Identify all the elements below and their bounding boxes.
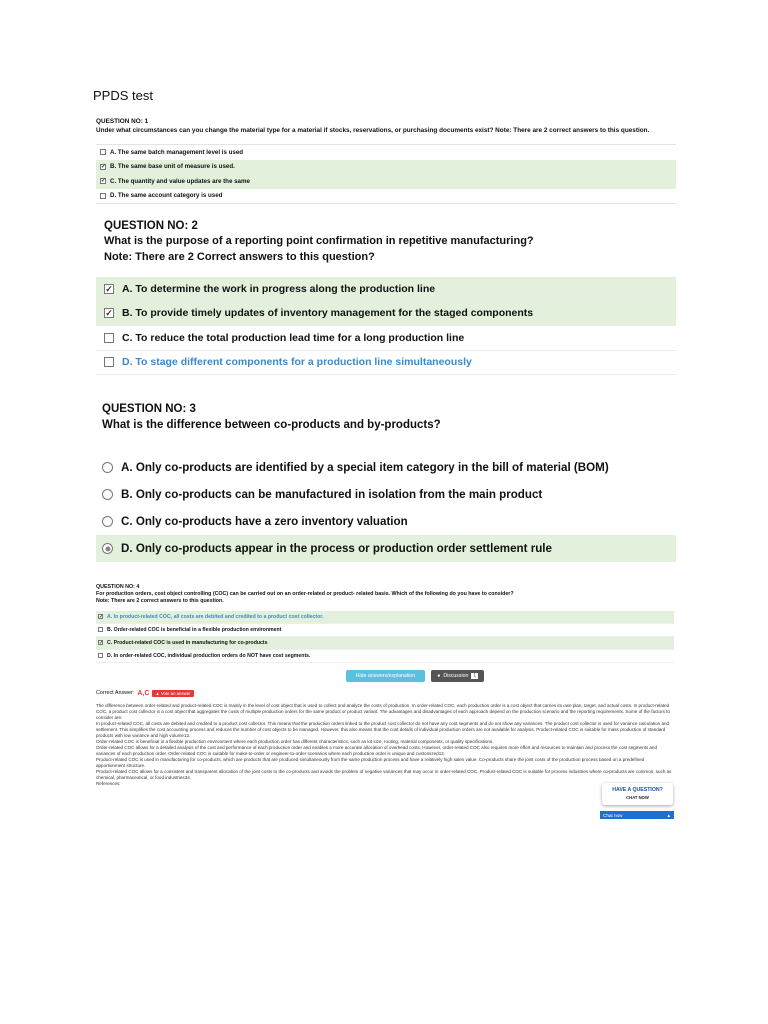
q1-option-d[interactable] — [96, 189, 676, 205]
discussion-button-label: Discussion — [443, 672, 469, 679]
q4-option-d[interactable] — [96, 650, 674, 663]
q4-option-c[interactable] — [96, 637, 674, 650]
checkbox-icon[interactable] — [104, 357, 114, 367]
checkbox-icon[interactable] — [100, 193, 106, 199]
correct-answer-letters: A,C — [137, 689, 150, 697]
checkbox-icon[interactable] — [104, 333, 114, 343]
explanation-paragraph: Order-related COC is beneficial in a flexible production environment where each production order has different characteristics, such as lot size, routing, material components, or quality specifications. — [96, 738, 494, 744]
chat-prompt-bubble[interactable] — [602, 783, 673, 805]
chevron-up-icon: ▲ — [666, 812, 671, 818]
q3-option-d-label: D. Only co-products appear in the process or production order settlement rule — [121, 542, 552, 555]
vote-icon: ▲ — [155, 690, 160, 696]
checkbox-icon[interactable] — [98, 627, 103, 632]
q3-option-c-label: C. Only co-products have a zero inventory valuation — [121, 515, 408, 528]
comment-icon: ● — [437, 672, 441, 679]
question-1-number: QUESTION NO: 1 — [96, 118, 149, 125]
q4-option-a-label: A. In product-related COC, all costs are debited and credited to a product cost collector. — [107, 613, 324, 620]
q3-option-d[interactable] — [96, 535, 676, 562]
q3-option-c[interactable] — [96, 508, 676, 535]
checkbox-icon[interactable] — [100, 149, 106, 155]
q2-option-b-label: B. To provide timely updates of inventory management for the staged components — [122, 307, 534, 320]
explanation-paragraph: Product-related COC is used in manufacturing for co-products, which are products that are produced simultaneously from the same production process and have a relatively high sales value. Co-products share the joint costs of the production process based on a predefined apportionment structure. — [96, 756, 645, 768]
checkbox-checked-icon[interactable] — [100, 164, 106, 170]
q3-option-b[interactable] — [96, 481, 676, 508]
checkbox-checked-icon[interactable] — [104, 308, 114, 318]
explanation-paragraph: Order-related COC allows for a detailed analysis of the cost and performance of each production order and enables a more accurate allocation of overhead costs. However, order-related COC also requires more effort and resources to maintain and process the cost segments and variances of each production order. Order-related COC is suitable for make-to-order or engineer-to-order scenarios where each production order is unique and customized12. — [96, 744, 657, 756]
vote-answer-label: Vote an answer — [160, 690, 191, 696]
checkbox-checked-icon[interactable] — [100, 178, 106, 184]
q4-option-b[interactable] — [96, 624, 674, 637]
discussion-button[interactable] — [431, 670, 484, 682]
question-4-number: QUESTION NO: 4 — [96, 584, 140, 590]
q2-option-d[interactable] — [96, 351, 676, 376]
explanation-paragraph: Product-related COC allows for a consistent and transparent allocation of the joint costs to the co-products and avoids the problem of negative variances that may occur in order-related COC. Product-related COC is suitable for process industries where co-products are common, such as chemical, pharmaceutical, or food industries34. — [96, 769, 672, 781]
q2-option-c[interactable] — [96, 326, 676, 351]
question-2-text-line1: What is the purpose of a reporting point confirmation in repetitive manufacturing? — [104, 235, 534, 247]
question-3-number: QUESTION NO: 3 — [102, 403, 196, 415]
q2-option-b[interactable] — [96, 302, 676, 327]
question-4 — [96, 584, 674, 787]
checkbox-checked-icon[interactable] — [98, 614, 103, 619]
vote-answer-button[interactable] — [152, 690, 193, 697]
question-2-text-line2: Note: There are 2 Correct answers to this question? — [104, 251, 375, 263]
q1-option-c[interactable] — [96, 174, 676, 189]
checkbox-checked-icon[interactable] — [104, 284, 114, 294]
hide-answers-button[interactable]: Hide answers/explanation — [346, 670, 425, 682]
explanation-paragraph: References: — [96, 781, 121, 787]
question-4-text-line2: Note: There are 2 correct answers to this question. — [96, 597, 224, 604]
q4-option-c-label: C. Product-related COC is used in manufacturing for co-products — [107, 639, 268, 646]
q2-option-a-label: A. To determine the work in progress along the production line — [122, 282, 436, 295]
q1-option-b[interactable] — [96, 160, 676, 175]
checkbox-checked-icon[interactable] — [98, 640, 103, 645]
document-title: PPDS test — [93, 88, 153, 103]
q1-option-a[interactable] — [96, 145, 676, 160]
radio-icon[interactable] — [102, 489, 113, 500]
q1-option-a-label: A. The same batch management level is used — [110, 148, 244, 156]
checkbox-icon[interactable] — [98, 653, 103, 658]
question-4-text-line1: For production orders, cost object controlling (COC) can be carried out on an order-related or product- related basis. Which of the following do you have to consider? — [96, 590, 514, 597]
explanation-paragraph: The difference between order-related and product-related COC is mainly in the level of cost object that is used to collect and analyze the costs of production. In order-related COC, each production order is a cost object that carries its own plan, target, and actual costs. In product-related COC, a product cost collector is a cost object that aggregates the costs of multiple production orders for the same product or product variant. The advantages and disadvantages of each approach depend on the production scenario and the reporting requirements. Some of the factors to consider are: — [96, 702, 670, 720]
q1-option-c-label: C. The quantity and value updates are the same — [110, 177, 250, 185]
q2-option-a[interactable] — [96, 277, 676, 302]
radio-icon[interactable] — [102, 462, 113, 473]
q3-option-a[interactable] — [96, 454, 676, 481]
q4-option-b-label: B. Order-related COC is beneficial in a flexible production environment — [107, 626, 282, 633]
question-2 — [96, 219, 676, 375]
q4-option-a[interactable] — [96, 611, 674, 624]
discussion-count-badge: 1 — [473, 672, 477, 679]
explanation-text — [96, 703, 674, 788]
question-1 — [96, 118, 676, 204]
question-2-number: QUESTION NO: 2 — [104, 220, 198, 232]
q2-option-c-label: C. To reduce the total production lead time for a long production line — [122, 331, 465, 344]
chat-prompt-subtitle: CHAT NOW — [626, 795, 649, 800]
chat-now-bar[interactable] — [600, 811, 674, 819]
radio-icon[interactable] — [102, 516, 113, 527]
correct-answer-label: Correct Answer: — [96, 690, 135, 696]
question-3 — [96, 402, 676, 562]
chat-prompt-title: HAVE A QUESTION? — [612, 787, 663, 793]
question-1-text: Under what circumstances can you change the material type for a material if stocks, reservations, or purchasing documents exist? Note: There are 2 correct answers to this question. — [96, 127, 650, 134]
q2-option-d-label: D. To stage different components for a production line simultaneously — [122, 356, 472, 369]
q3-option-b-label: B. Only co-products can be manufactured in isolation from the main product — [121, 488, 543, 501]
correct-answer-row — [96, 690, 674, 697]
q1-option-d-label: D. The same account category is used — [110, 192, 223, 200]
question-3-text: What is the difference between co-products and by-products? — [102, 419, 441, 431]
q3-option-a-label: A. Only co-products are identified by a special item category in the bill of material (BOM) — [121, 461, 609, 474]
explanation-paragraph: In product-related COC, all costs are debited and credited to a product cost collector. This means that the production orders linked to the product cost collector do not have any cost segments and do not show any variances. The product cost collector is used for variance calculation and settlement. This simplifies the cost accounting process and reduces the number of cost objects to be managed. However, this also means that the cost details of individual production orders are not available for analysis. Product-related COC is suitable for mass production of standard products with low variance and high volume12. — [96, 720, 670, 738]
q4-option-d-label: D. In order-related COC, individual production orders do NOT have cost segments. — [107, 652, 311, 659]
chat-now-label: Chat now — [603, 812, 623, 818]
q1-option-b-label: B. The same base unit of measure is used. — [110, 163, 235, 171]
radio-selected-icon[interactable] — [102, 543, 113, 554]
